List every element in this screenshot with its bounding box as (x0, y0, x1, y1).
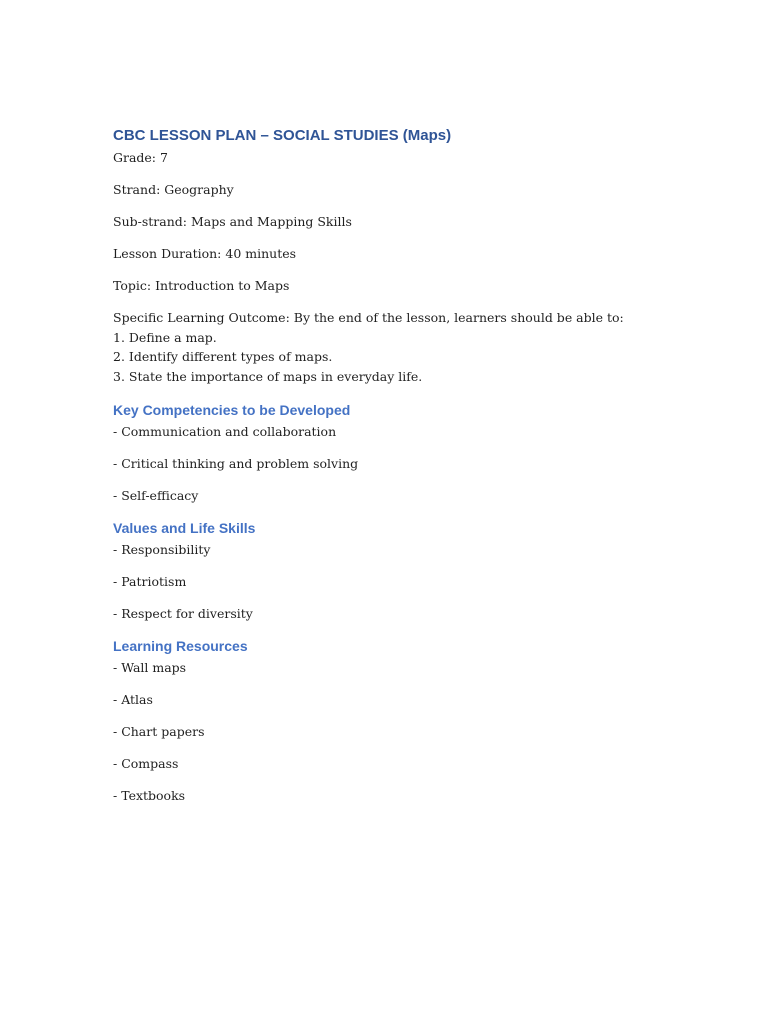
list-item: - Compass (113, 756, 179, 771)
list-item: - Self-efficacy (113, 488, 199, 503)
section-heading-competencies: Key Competencies to be Developed (113, 402, 351, 418)
grade-field: Grade: 7 (113, 150, 168, 165)
list-item: - Atlas (113, 692, 153, 707)
document-title: CBC LESSON PLAN – SOCIAL STUDIES (Maps) (113, 127, 452, 144)
document-body (113, 124, 673, 806)
list-item: - Wall maps (113, 660, 187, 675)
list-item: - Chart papers (113, 724, 205, 739)
duration-field: Lesson Duration: 40 minutes (113, 246, 297, 261)
outcome-item: 1. Define a map. (113, 329, 217, 345)
list-item: - Respect for diversity (113, 606, 253, 621)
section-heading-values: Values and Life Skills (113, 520, 256, 536)
outcome-item: 2. Identify different types of maps. (113, 349, 333, 364)
topic-field: Topic: Introduction to Maps (113, 278, 290, 293)
section-heading-resources: Learning Resources (113, 638, 248, 654)
sub-strand-field: Sub-strand: Maps and Mapping Skills (113, 214, 352, 229)
list-item: - Patriotism (113, 574, 187, 589)
outcome-item: 3. State the importance of maps in everyday life. (113, 368, 423, 384)
learning-outcome (113, 308, 673, 386)
learning-outcome-intro: Specific Learning Outcome: By the end of the lesson, learners should be able to: (113, 310, 624, 325)
strand-field: Strand: Geography (113, 182, 234, 197)
list-item: - Textbooks (113, 788, 186, 803)
list-item: - Communication and collaboration (113, 424, 337, 439)
list-item: - Critical thinking and problem solving (113, 456, 359, 471)
list-item: - Responsibility (113, 542, 211, 557)
